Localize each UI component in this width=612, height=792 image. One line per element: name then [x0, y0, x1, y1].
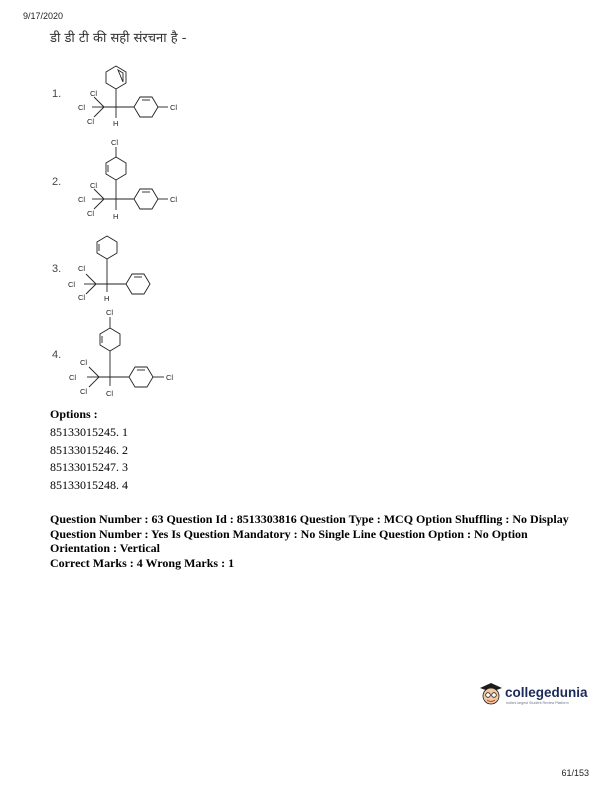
metadata-line-1: Question Number : 63 Question Id : 8513303816 Question Type : MCQ Option Shuffling : No Display	[50, 512, 569, 526]
options-heading: Options :	[50, 407, 98, 421]
structure-1-diagram	[70, 58, 200, 138]
mascot-icon	[480, 683, 502, 704]
structure-2-cl-top: Cl	[111, 138, 119, 147]
print-date: 9/17/2020	[23, 11, 64, 21]
structure-4-cl-top: Cl	[106, 308, 114, 317]
structure-4-cl-upper: Cl	[80, 358, 88, 367]
structure-3-number: 3.	[52, 263, 62, 275]
option-item: 85133015245. 1	[50, 425, 128, 439]
brand-name: collegedunia	[505, 685, 588, 700]
structure-2-diagram	[70, 137, 200, 229]
structure-2-cl-lower: Cl	[87, 209, 95, 218]
structure-1-cl-lower: Cl	[87, 117, 95, 126]
metadata-line-4: Correct Marks : 4 Wrong Marks : 1	[50, 555, 235, 570]
structure-4-cl-left: Cl	[69, 373, 77, 382]
structure-1-number: 1.	[52, 88, 62, 100]
page-number: 61/153	[561, 768, 589, 778]
structure-3-cl-lower: Cl	[78, 293, 86, 302]
option-item: 85133015246. 2	[50, 442, 128, 457]
structure-3-cl-upper: Cl	[78, 264, 86, 273]
structure-2-number: 2.	[52, 176, 62, 188]
structure-1-h-bottom: H	[113, 119, 119, 128]
structure-1-cl-ring: Cl	[170, 103, 178, 112]
question-text: डी डी टी की सही संरचना है -	[50, 31, 187, 46]
structure-2-cl-ring: Cl	[170, 195, 178, 204]
structure-3-cl-left: Cl	[68, 280, 76, 289]
structure-1-cl-upper: Cl	[90, 89, 98, 98]
brand-tagline: India's largest Student Review Platform	[506, 701, 569, 705]
collegedunia-logo	[478, 680, 598, 710]
question-metadata	[50, 512, 590, 570]
structure-3-diagram	[60, 232, 170, 304]
structure-2-h-bottom: H	[113, 212, 119, 221]
structure-4-cl-bottom: Cl	[106, 389, 114, 398]
option-item: 85133015248. 4	[50, 477, 128, 492]
structure-4-number: 4.	[52, 349, 62, 361]
option-item: 85133015247. 3	[50, 460, 128, 474]
metadata-line-2: Question Number : Yes Is Question Mandatory : No Single Line Question Option : No Option	[50, 526, 528, 541]
structure-3-h-bottom: H	[104, 294, 110, 303]
metadata-line-3: Orientation : Vertical	[50, 541, 160, 555]
structure-4-cl-lower: Cl	[80, 387, 88, 396]
structure-2-cl-left: Cl	[78, 195, 86, 204]
structure-4-cl-ring: Cl	[166, 373, 174, 382]
options-list	[50, 424, 128, 494]
structure-2-cl-upper: Cl	[90, 181, 98, 190]
structure-1-cl-left: Cl	[78, 103, 86, 112]
structure-4-diagram	[60, 306, 190, 402]
